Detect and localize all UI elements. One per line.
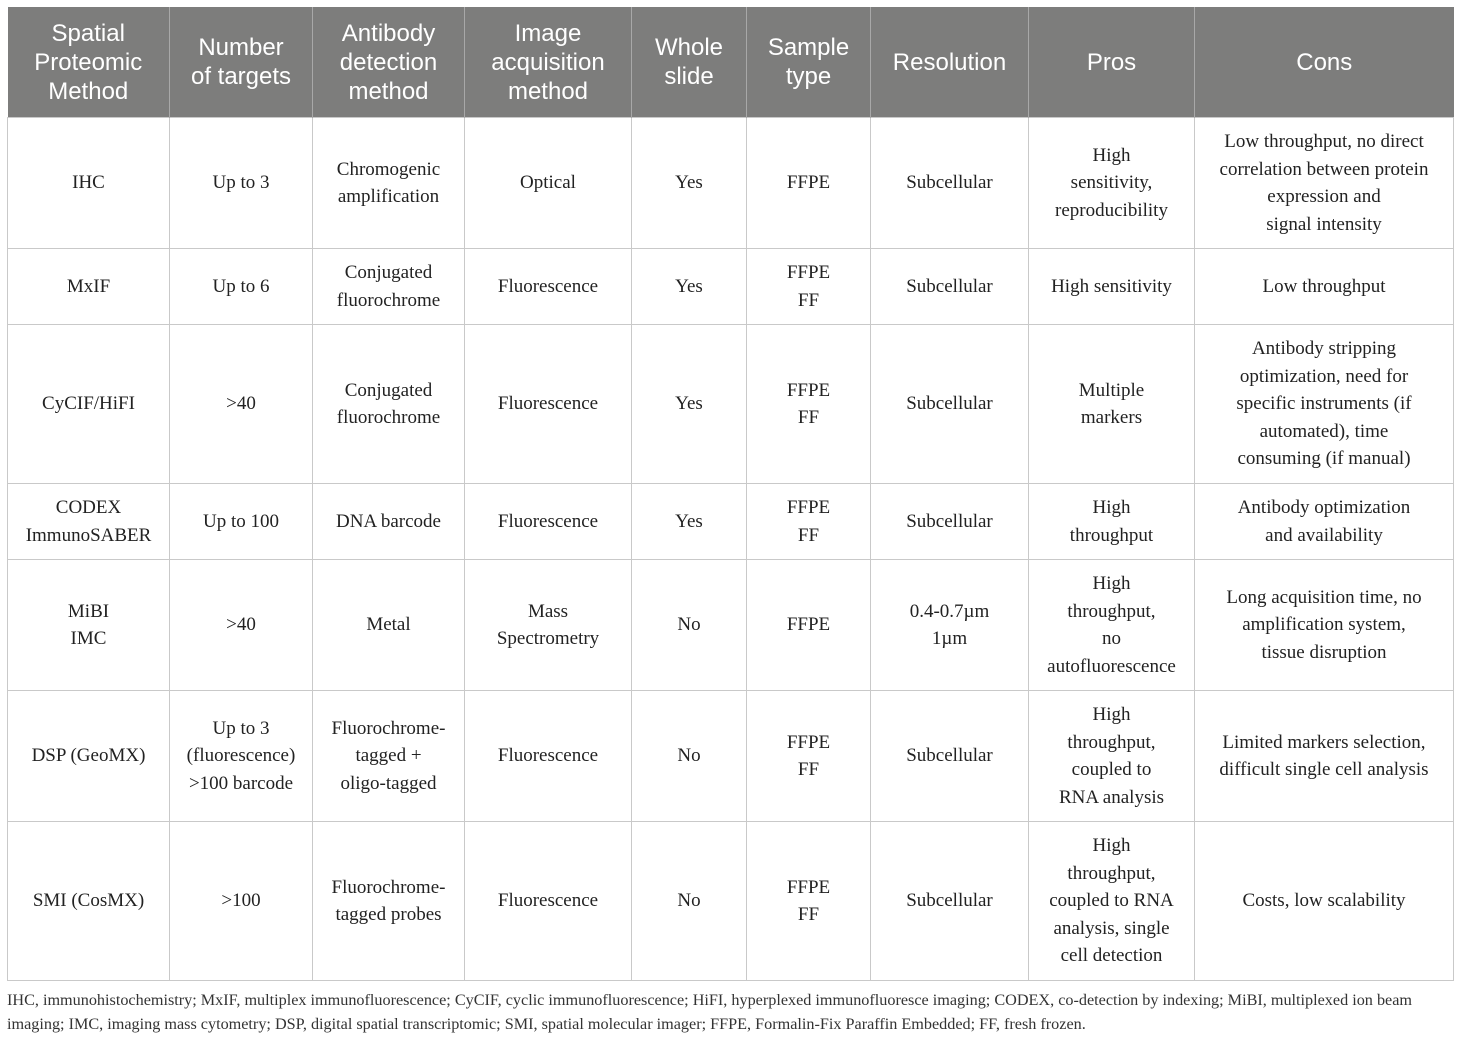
cell-targets: Up to 100 [170, 484, 313, 560]
cell-detection: Conjugated fluorochrome [313, 325, 465, 484]
header-cell-resolution: Resolution [871, 7, 1029, 118]
cell-cons: Limited markers selection, difficult single cell analysis [1195, 691, 1454, 822]
cell-resolution: Subcellular [871, 118, 1029, 249]
cell-detection: Conjugated fluorochrome [313, 249, 465, 325]
cell-whole-slide: Yes [632, 325, 747, 484]
cell-cons: Costs, low scalability [1195, 822, 1454, 981]
cell-targets: >40 [170, 560, 313, 691]
cell-pros: Multiple markers [1029, 325, 1195, 484]
table-row [8, 691, 1454, 822]
cell-acquisition: Fluorescence [465, 691, 632, 822]
table-row [8, 484, 1454, 560]
cell-resolution: Subcellular [871, 484, 1029, 560]
header-cell-cons: Cons [1195, 7, 1454, 118]
cell-acquisition: Optical [465, 118, 632, 249]
cell-detection: DNA barcode [313, 484, 465, 560]
header-cell-acquisition: Image acquisition method [465, 7, 632, 118]
cell-sample-type: FFPE FF [747, 325, 871, 484]
cell-targets: Up to 6 [170, 249, 313, 325]
header-row [8, 7, 1454, 118]
cell-whole-slide: Yes [632, 484, 747, 560]
cell-sample-type: FFPE FF [747, 822, 871, 981]
cell-whole-slide: No [632, 691, 747, 822]
cell-method: IHC [8, 118, 170, 249]
cell-sample-type: FFPE [747, 118, 871, 249]
cell-cons: Antibody optimization and availability [1195, 484, 1454, 560]
cell-method: MxIF [8, 249, 170, 325]
cell-method: SMI (CosMX) [8, 822, 170, 981]
cell-cons: Low throughput [1195, 249, 1454, 325]
cell-detection: Chromogenic amplification [313, 118, 465, 249]
header-cell-pros: Pros [1029, 7, 1195, 118]
table-row [8, 560, 1454, 691]
cell-pros: High throughput, coupled to RNA analysis, single cell detection [1029, 822, 1195, 981]
table-row [8, 118, 1454, 249]
cell-method: CODEX ImmunoSABER [8, 484, 170, 560]
cell-acquisition: Mass Spectrometry [465, 560, 632, 691]
cell-targets: >40 [170, 325, 313, 484]
cell-pros: High sensitivity, reproducibility [1029, 118, 1195, 249]
cell-acquisition: Fluorescence [465, 325, 632, 484]
cell-acquisition: Fluorescence [465, 822, 632, 981]
header-cell-method: Spatial Proteomic Method [8, 7, 170, 118]
cell-detection: Fluorochrome- tagged + oligo-tagged [313, 691, 465, 822]
header-cell-targets: Number of targets [170, 7, 313, 118]
table-header [8, 7, 1454, 118]
cell-resolution: Subcellular [871, 691, 1029, 822]
cell-resolution: Subcellular [871, 249, 1029, 325]
cell-whole-slide: Yes [632, 249, 747, 325]
cell-sample-type: FFPE [747, 560, 871, 691]
cell-pros: High throughput, no autofluorescence [1029, 560, 1195, 691]
cell-resolution: 0.4-0.7µm 1µm [871, 560, 1029, 691]
table-footnote: IHC, immunohistochemistry; MxIF, multiplex immunofluorescence; CyCIF, cyclic immunofluorescence; HiFI, hyperplexed immunofluoresce imaging; CODEX, co-detection by indexing; MiBI, multiplexed ion beam imaging; IMC, imaging mass cytometry; DSP, digital spatial transcriptomic; SMI, spatial molecular imager; FFPE, Formalin-Fix Paraffin Embedded; FF, fresh frozen. [7, 991, 1413, 1033]
cell-sample-type: FFPE FF [747, 249, 871, 325]
cell-cons: Low throughput, no direct correlation between protein expression and signal intensity [1195, 118, 1454, 249]
cell-method: DSP (GeoMX) [8, 691, 170, 822]
cell-resolution: Subcellular [871, 822, 1029, 981]
cell-cons: Antibody stripping optimization, need for specific instruments (if automated), time consuming (if manual) [1195, 325, 1454, 484]
cell-whole-slide: Yes [632, 118, 747, 249]
cell-cons: Long acquisition time, no amplification system, tissue disruption [1195, 560, 1454, 691]
spatial-proteomics-table [7, 7, 1454, 981]
cell-whole-slide: No [632, 822, 747, 981]
cell-targets: >100 [170, 822, 313, 981]
table-row [8, 325, 1454, 484]
table-row [8, 249, 1454, 325]
cell-detection: Fluorochrome- tagged probes [313, 822, 465, 981]
comparison-table-container [7, 7, 1453, 981]
header-cell-whole-slide: Whole slide [632, 7, 747, 118]
table-body [8, 118, 1454, 981]
cell-sample-type: FFPE FF [747, 484, 871, 560]
cell-targets: Up to 3 [170, 118, 313, 249]
cell-pros: High throughput [1029, 484, 1195, 560]
cell-method: MiBI IMC [8, 560, 170, 691]
cell-resolution: Subcellular [871, 325, 1029, 484]
cell-sample-type: FFPE FF [747, 691, 871, 822]
cell-targets: Up to 3 (fluorescence) >100 barcode [170, 691, 313, 822]
table-row [8, 822, 1454, 981]
cell-detection: Metal [313, 560, 465, 691]
cell-pros: High throughput, coupled to RNA analysis [1029, 691, 1195, 822]
header-cell-sample-type: Sample type [747, 7, 871, 118]
header-cell-detection: Antibody detection method [313, 7, 465, 118]
cell-method: CyCIF/HiFI [8, 325, 170, 484]
cell-acquisition: Fluorescence [465, 484, 632, 560]
cell-acquisition: Fluorescence [465, 249, 632, 325]
cell-pros: High sensitivity [1029, 249, 1195, 325]
cell-whole-slide: No [632, 560, 747, 691]
